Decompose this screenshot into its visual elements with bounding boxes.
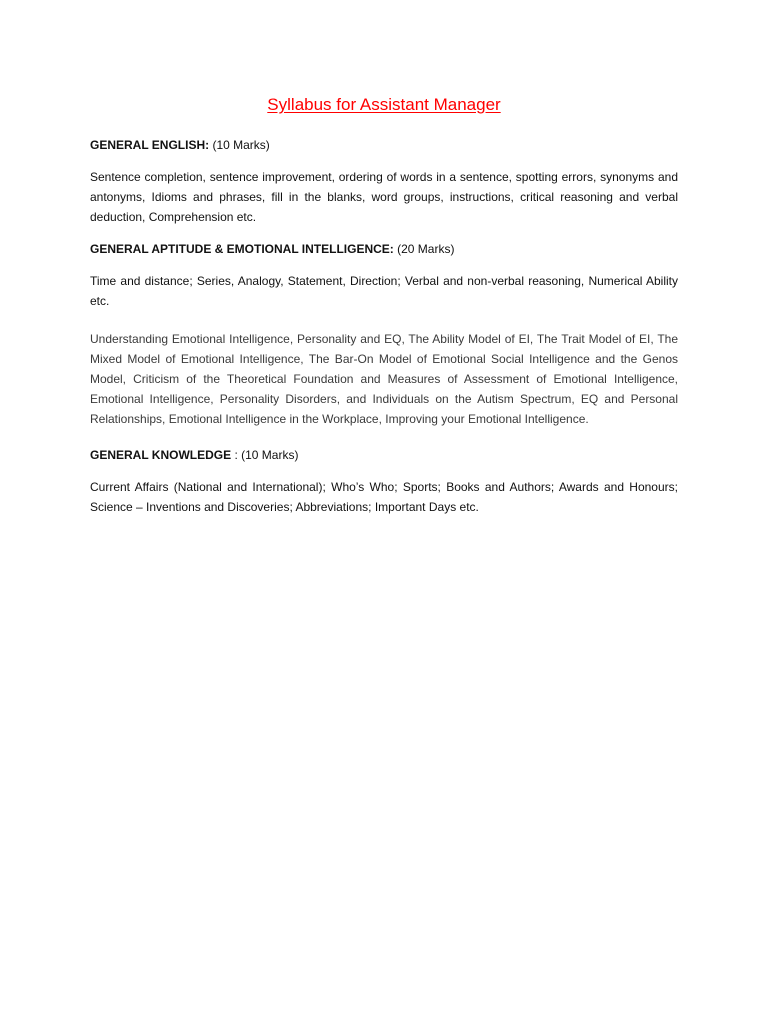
- section-marks: : (10 Marks): [231, 448, 299, 462]
- section-heading-general-knowledge: [90, 445, 678, 465]
- section-marks: (20 Marks): [393, 242, 455, 256]
- section-heading-label: GENERAL ENGLISH:: [90, 138, 210, 152]
- section-heading-general-english: [90, 135, 678, 155]
- section-marks: (10 Marks): [209, 138, 270, 152]
- section-heading-label: GENERAL KNOWLEDGE: [90, 448, 232, 462]
- document-title: Syllabus for Assistant Manager: [267, 95, 501, 114]
- section-paragraph-emotional-intelligence: Understanding Emotional Intelligence, Personality and EQ, The Ability Model of EI, The Trait Model of EI, The Mixed Model of Emotional Intelligence, The Bar-On Model of Emotional Social Intelligence and the Genos Model, Criticism of the Theoretical Foundation and Measures of Assessment of Emotional Intelligence, Emotional Intelligence, Personality Disorders, and Individuals on the Autism Spectrum, EQ and Personal Relationships, Emotional Intelligence in the Workplace, Improving your Emotional Intelligence.: [90, 332, 678, 426]
- section-paragraph: Time and distance; Series, Analogy, Statement, Direction; Verbal and non-verbal reasoning, Numerical Ability etc.: [90, 274, 678, 308]
- section-paragraph: Current Affairs (National and International); Who’s Who; Sports; Books and Authors; Awards and Honours; Science – Inventions and Discoveries; Abbreviations; Important Days etc.: [90, 480, 678, 514]
- section-paragraph: Sentence completion, sentence improvement, ordering of words in a sentence, spotting errors, synonyms and antonyms, Idioms and phrases, fill in the blanks, word groups, instructions, critical reasoning and verbal deduction, Comprehension etc.: [90, 170, 678, 224]
- document-page: [90, 92, 678, 529]
- section-heading-general-aptitude: [90, 239, 678, 259]
- section-heading-label: GENERAL APTITUDE & EMOTIONAL INTELLIGENCE:: [90, 242, 394, 256]
